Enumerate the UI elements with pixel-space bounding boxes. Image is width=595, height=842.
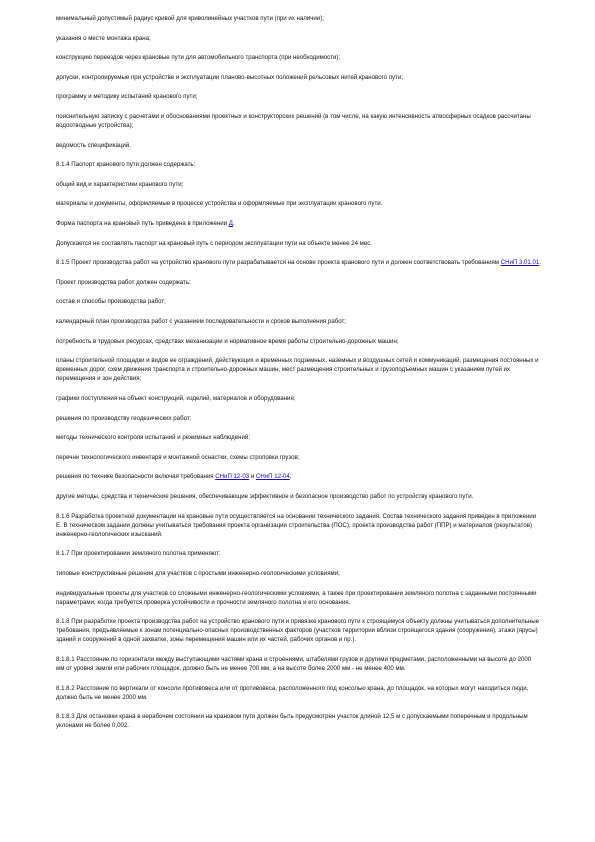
paragraph-8-1-8: 8.1.8 При разработке проекта производства работ на устройство кранового пути и привязке кранового пути к строящемуся объекту должны учитываться дополнительные требования, предъявляемые к зонам потенциально-опасных производственных факторов (участков территории вблизи строящегося здания (сооружения), этажи (ярусы) зданий и сооружений в одной захватке, зоны перемещения машин или их частей, рабочих органов и пр.).	[56, 618, 540, 644]
text-segment: решения по технике безопасности включая требования	[56, 473, 216, 481]
paragraph-composition: состав и способы производства работ;	[56, 298, 166, 306]
text-segment: 8.1.5 Проект производства работ на устройство кранового пути разрабатывается на основе проекта кранового пути и должен соответствовать требованиям	[56, 259, 501, 267]
paragraph-safety	[56, 472, 541, 481]
text-segment: и	[249, 473, 256, 481]
paragraph-explanatory-note: пояснительную записку с расчетами и обоснованиями проектных и конструкторских решений (в том числе, на какую интенсивность атмосферных осадков рассчитаны водоотводные устройства);	[56, 112, 531, 130]
snip-12-03-link[interactable]: СНиП 12-03	[215, 473, 250, 481]
text-segment: .	[539, 259, 541, 267]
paragraph-mounting-place: указания о месте монтажа крана;	[56, 34, 151, 42]
paragraph-inventory-lists: перечни технологического инвентаря и монтажной оснастки, схемы строповки грузов;	[56, 453, 300, 461]
paragraph-geodetic: решения по производству геодезических работ;	[56, 414, 192, 422]
text-segment: .	[232, 220, 235, 228]
paragraph-site-plans: планы строительной площадки и видов ее ограждений, действующих и временных подземных, наземных и воздушных сетей и коммуникаций, размещения постоянных и временных дорог, схем движения транспорта и строительно-дорожных машин, мест размещения строительных и грузоподъемных машин с указанием путей их перемещения и зон действия;	[56, 357, 539, 383]
paragraph-materials: материалы и документы, оформляемые в процессе устройства и оформляемые при эксплуатации кранового пути.	[56, 200, 383, 208]
paragraph-ppr-contents: Проект производства работ должен содержать:	[56, 278, 191, 286]
paragraph-general-view: общий вид и характеристики кранового пути;	[56, 180, 184, 188]
paragraph-delivery-charts: графики поступления на объект конструкций, изделий, материалов и оборудования;	[56, 394, 296, 402]
paragraph-typical-solutions: типовые конструктивные решения для участков с простыми инженерно-геологическими условиями;	[56, 569, 340, 577]
paragraph-specifications: ведомость спецификаций.	[56, 141, 131, 149]
snip-12-04-link[interactable]: СНиП 12-04	[255, 473, 290, 481]
paragraph-8-1-8-1: 8.1.8.1 Расстояние по горизонтали между выступающими частями крана и строениями, штабелями грузов и другими предметами, расположенными на высоте до 2000 мм от уровня земли или рабочих площадок, должно быть не менее 700 мм, а на высоте более 2000 мм - не менее 400 мм.	[56, 655, 532, 673]
paragraph-tolerances: допуски, контролируемые при устройстве и эксплуатации планово-высотных положений рельсовых нитей кранового пути;	[56, 73, 403, 81]
appendix-d-link[interactable]: Д	[228, 220, 233, 228]
paragraph-8-1-7: 8.1.7 При проектировании земляного полотна применяют:	[56, 550, 221, 558]
paragraph-control-methods: методы технического контроля испытаний и режимных наблюдений;	[56, 434, 250, 442]
paragraph-8-1-4: 8.1.4 Паспорт кранового пути должен содержать:	[56, 161, 196, 169]
text-segment: ;	[289, 473, 292, 481]
paragraph-resources: потребность в трудовых ресурсах, средствах механизации и нормативное время работы строительно-дорожных машин;	[56, 337, 399, 345]
paragraph-crossings: конструкцию переездов через крановые пути для автомобильного транспорта (при необходимости);	[56, 54, 341, 62]
paragraph-schedule: календарный план производства работ с указанием последовательности и сроков выполнения работ;	[56, 318, 346, 325]
paragraph-passport-period: Допускается не составлять паспорт на крановый путь с периодом эксплуатации пути на объекте менее 24 мес.	[56, 239, 372, 247]
paragraph-8-1-8-3: 8.1.8.3 Для остановки крана в нерабочем состоянии на крановом пути должен быть предусмотрен участок длиной 12,5 м с допускаемыми поперечным и продольным уклонами не более 0,002.	[56, 713, 528, 730]
text-segment: Форма паспорта на крановый путь приведена в приложении	[56, 220, 229, 228]
paragraph-8-1-8-2: 8.1.8.2 Расстояние по вертикали от консоли противовеса или от противовеса, расположенного под консолью крана, до площадок, на которых могут находиться люди, должно быть не менее 2000 мм.	[56, 684, 529, 701]
paragraph-test-program: программу и методику испытаний кранового пути;	[56, 93, 198, 101]
paragraph-other-methods: другие методы, средства и технические решения, обеспечивающие эффективное и безопасное производство работ по устройству кранового пути.	[56, 492, 474, 500]
paragraph-individual-projects: индивидуальные проекты для участков со сложными инженерно-геологическими условиями, а также при проектировании земляного полотна с заданными постоянными параметрами, когда требуется проверка устойчивости и прочности земляного полотна и его основания.	[56, 589, 537, 606]
paragraph-passport-form	[56, 219, 541, 228]
snip-3-01-01-link[interactable]: СНиП 3.01.01	[500, 259, 540, 267]
paragraph-8-1-5	[56, 258, 541, 267]
paragraph-8-1-6: 8.1.6 Разработка проектной документации на крановые пути осуществляется на основании технического задания. Состав технического задания приведен в приложении Е. В техническом задании должны учитываться требования проекта организации строительства (ПОС), проекта производства работ (ППР) и материалов (результатов) инженерно-геологических изысканий.	[56, 512, 537, 538]
paragraph-min-radius: минимальный допустимый радиус кривой для криволинейных участков пути (при их наличии);	[56, 15, 324, 22]
